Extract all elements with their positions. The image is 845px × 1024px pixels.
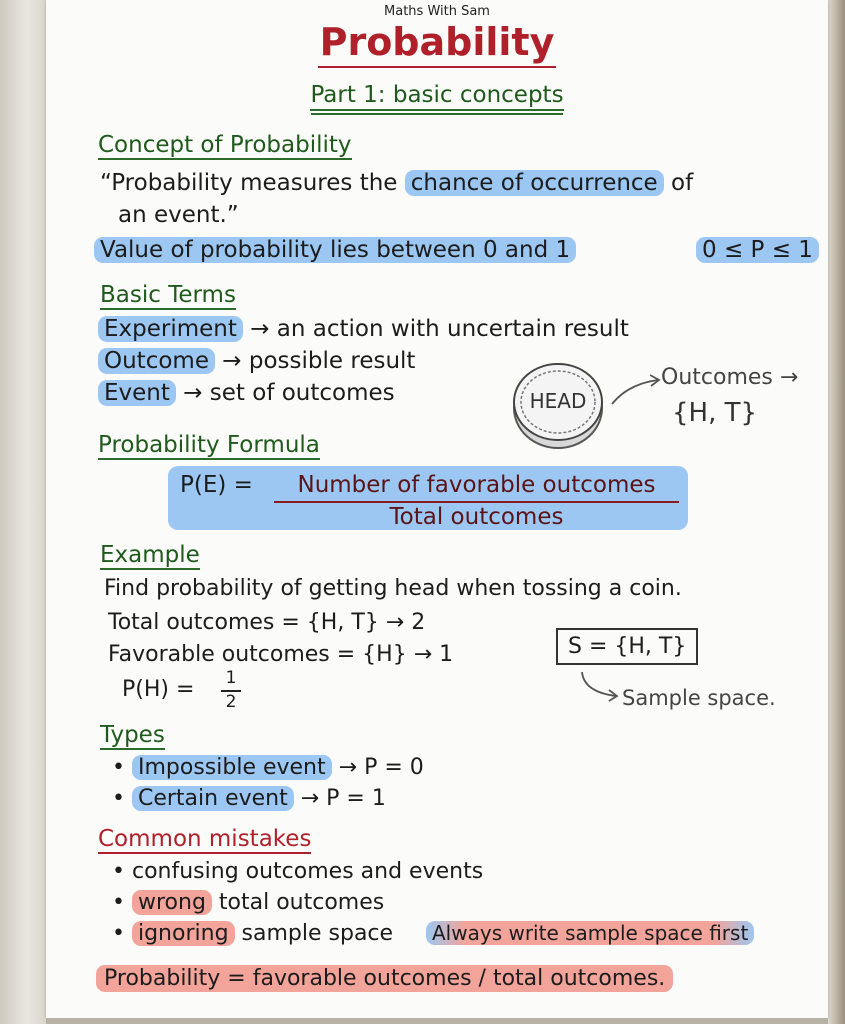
arrow: → — [183, 380, 203, 406]
page-bottom-edge — [46, 1018, 828, 1024]
quote-prefix: “Probability measures the — [100, 170, 398, 196]
mistake-text: confusing outcomes and events — [131, 859, 484, 884]
quote-suffix: of — [671, 170, 694, 196]
fraction-bar — [274, 501, 679, 503]
arrow: → — [250, 316, 270, 342]
summary-text: Probability = favorable outcomes / total outcomes. — [96, 965, 673, 992]
formula-numerator: Number of favorable outcomes — [297, 472, 656, 498]
concept-quote-line2: an event.” — [118, 202, 239, 228]
term-label: Outcome — [98, 348, 215, 374]
term-definition: an action with uncertain result — [276, 316, 629, 342]
notebook-left-edge — [0, 0, 48, 1024]
type-name: Certain event — [132, 786, 294, 811]
page-subtitle-text: Part 1: basic concepts — [310, 82, 563, 111]
type-certain — [112, 786, 386, 811]
bullet: • — [112, 921, 125, 946]
example-favorable: Favorable outcomes = {H} → 1 — [108, 642, 454, 667]
mistake-1 — [112, 859, 483, 884]
concept-quote-line1 — [100, 170, 693, 196]
value-range-text: Value of probability lies between 0 and 1 — [94, 237, 576, 263]
type-result: → P = 1 — [300, 786, 386, 811]
page-title-text: Probability — [318, 18, 557, 68]
mistake-3 — [112, 921, 393, 946]
tip-text: Always write sample space first — [426, 921, 754, 945]
value-range-line — [94, 237, 576, 263]
notebook-right-edge — [826, 0, 845, 1024]
term-experiment — [98, 316, 629, 342]
example-total: Total outcomes = {H, T} → 2 — [108, 610, 426, 635]
mistake-2 — [112, 890, 384, 915]
answer-numerator: 1 — [225, 668, 237, 688]
curved-arrow-icon — [608, 370, 666, 410]
bullet: • — [112, 786, 125, 811]
bullet: • — [112, 890, 125, 915]
sample-space-box: S = {H, T} — [556, 628, 698, 665]
notebook-page — [46, 0, 828, 1018]
range-inequality-text: 0 ≤ P ≤ 1 — [696, 237, 819, 263]
basic-terms-heading: Basic Terms — [100, 282, 236, 308]
concept-heading: Concept of Probability — [98, 132, 352, 158]
outcomes-label: Outcomes → — [661, 365, 799, 390]
example-answer-lhs: P(H) = — [122, 677, 195, 702]
term-definition: possible result — [248, 348, 416, 374]
term-definition: set of outcomes — [209, 380, 395, 406]
term-label: Event — [98, 380, 176, 406]
coin-label: HEAD — [529, 389, 587, 413]
term-event — [98, 380, 395, 406]
mistake-highlight: ignoring — [132, 921, 235, 946]
answer-denominator: 2 — [225, 692, 237, 712]
types-heading: Types — [100, 722, 165, 748]
quote-highlight: chance of occurrence — [405, 170, 664, 196]
summary-line — [96, 966, 673, 991]
type-impossible — [112, 755, 424, 780]
bullet: • — [112, 859, 125, 884]
type-result: → P = 0 — [338, 755, 424, 780]
brand-label: Maths With Sam — [384, 4, 490, 19]
bullet: • — [112, 755, 125, 780]
mistakes-heading: Common mistakes — [98, 826, 312, 852]
formula-heading: Probability Formula — [98, 432, 320, 458]
arrow: → — [222, 348, 242, 374]
outcomes-set: {H, T} — [672, 398, 758, 428]
mistake-text: total outcomes — [218, 890, 385, 915]
term-label: Experiment — [98, 316, 243, 342]
type-name: Impossible event — [132, 755, 332, 780]
corner-arrow-icon — [578, 670, 624, 704]
sample-space-label: Sample space. — [622, 686, 776, 710]
term-outcome — [98, 348, 415, 374]
page-subtitle — [46, 82, 828, 108]
example-heading: Example — [100, 542, 200, 568]
tip-note — [426, 921, 754, 945]
formula-lhs: P(E) = — [180, 472, 253, 498]
mistake-highlight: wrong — [132, 890, 212, 915]
range-inequality — [696, 237, 819, 263]
example-question: Find probability of getting head when tossing a coin. — [104, 576, 682, 601]
mistake-text: sample space — [241, 921, 394, 946]
page-title — [46, 18, 828, 68]
formula-denominator: Total outcomes — [389, 504, 564, 530]
